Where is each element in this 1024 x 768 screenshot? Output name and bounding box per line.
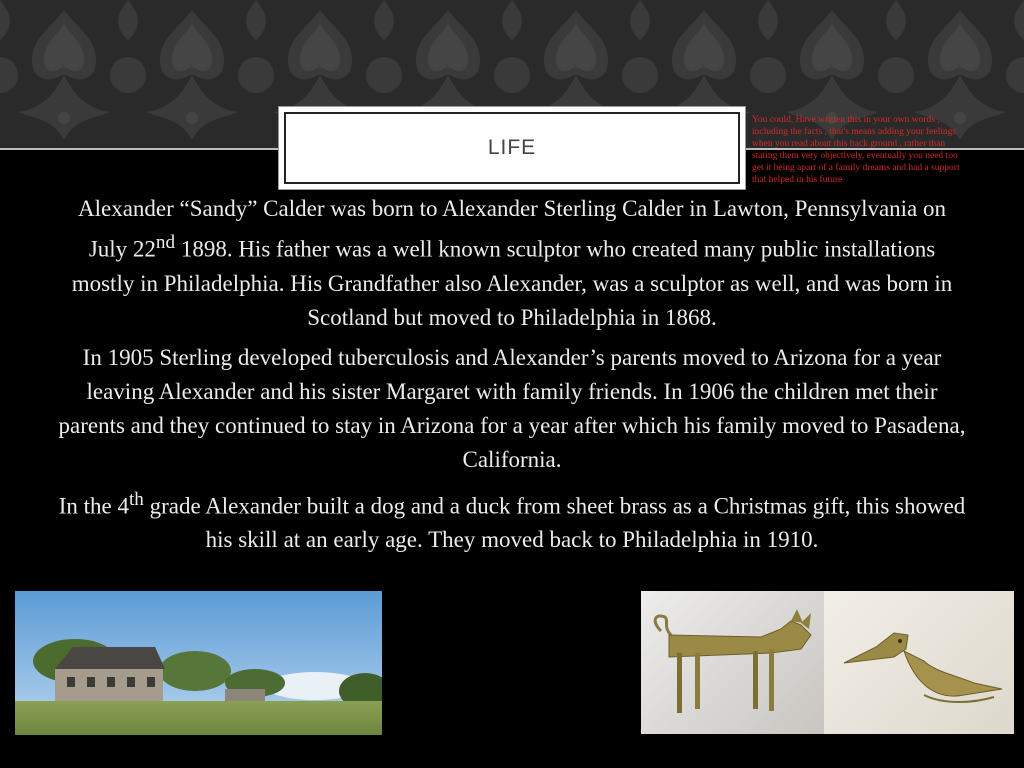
ordinal-suffix: th xyxy=(128,488,144,510)
paragraph-text: In the 4 xyxy=(58,493,129,519)
slide-title: LIFE xyxy=(487,136,537,159)
body-text-placeholder[interactable] xyxy=(56,192,968,563)
paragraph-tuberculosis: In 1905 Sterling developed tuberculosis and Alexander’s parents moved to Arizona for a year leaving Alexander and his sister Margaret with family friends. In 1906 the children met their parents and they continued to stay in Arizona for a year after which his family moved to Pasadena, California. xyxy=(58,344,966,472)
brass-dog-photo xyxy=(641,591,824,734)
farmhouse-illustration xyxy=(15,591,382,735)
brass-duck-illustration xyxy=(824,591,1014,734)
paragraph-birth xyxy=(56,192,968,335)
brass-dog-duck-photo xyxy=(641,591,1014,734)
title-frame xyxy=(284,112,740,184)
brass-dog-illustration xyxy=(641,591,824,734)
overlay-comment-note: You could, Have written this in your own words , including the facts , that's means adding your feelings when you read about this back ground , rather than stating them very objectively, eventually you need too get it being apart of a family dreams and had a support that helped in his future xyxy=(752,115,960,185)
paragraph-brass-animals xyxy=(56,483,968,558)
paragraph-text: 1898. His father was a well known sculptor who created many public installations mostly in Philadelphia. His Grandfather also Alexander, was a sculptor as well, and was born in Scotland but moved to Philadelphia in 1868. xyxy=(71,236,953,330)
paragraph-text: grade Alexander built a dog and a duck from sheet brass as a Christmas gift, this showed his skill at an early age. They moved back to Philadelphia in 1910. xyxy=(143,493,966,553)
farmhouse-photo xyxy=(15,591,382,735)
ordinal-suffix: nd xyxy=(155,232,176,253)
brass-duck-photo xyxy=(824,591,1014,734)
title-placeholder[interactable] xyxy=(278,106,746,190)
paragraph-text: Alexander “Sandy” Calder was born to Alexander Sterling Calder in Lawton, Pennsylvania on July 22 xyxy=(77,196,947,262)
